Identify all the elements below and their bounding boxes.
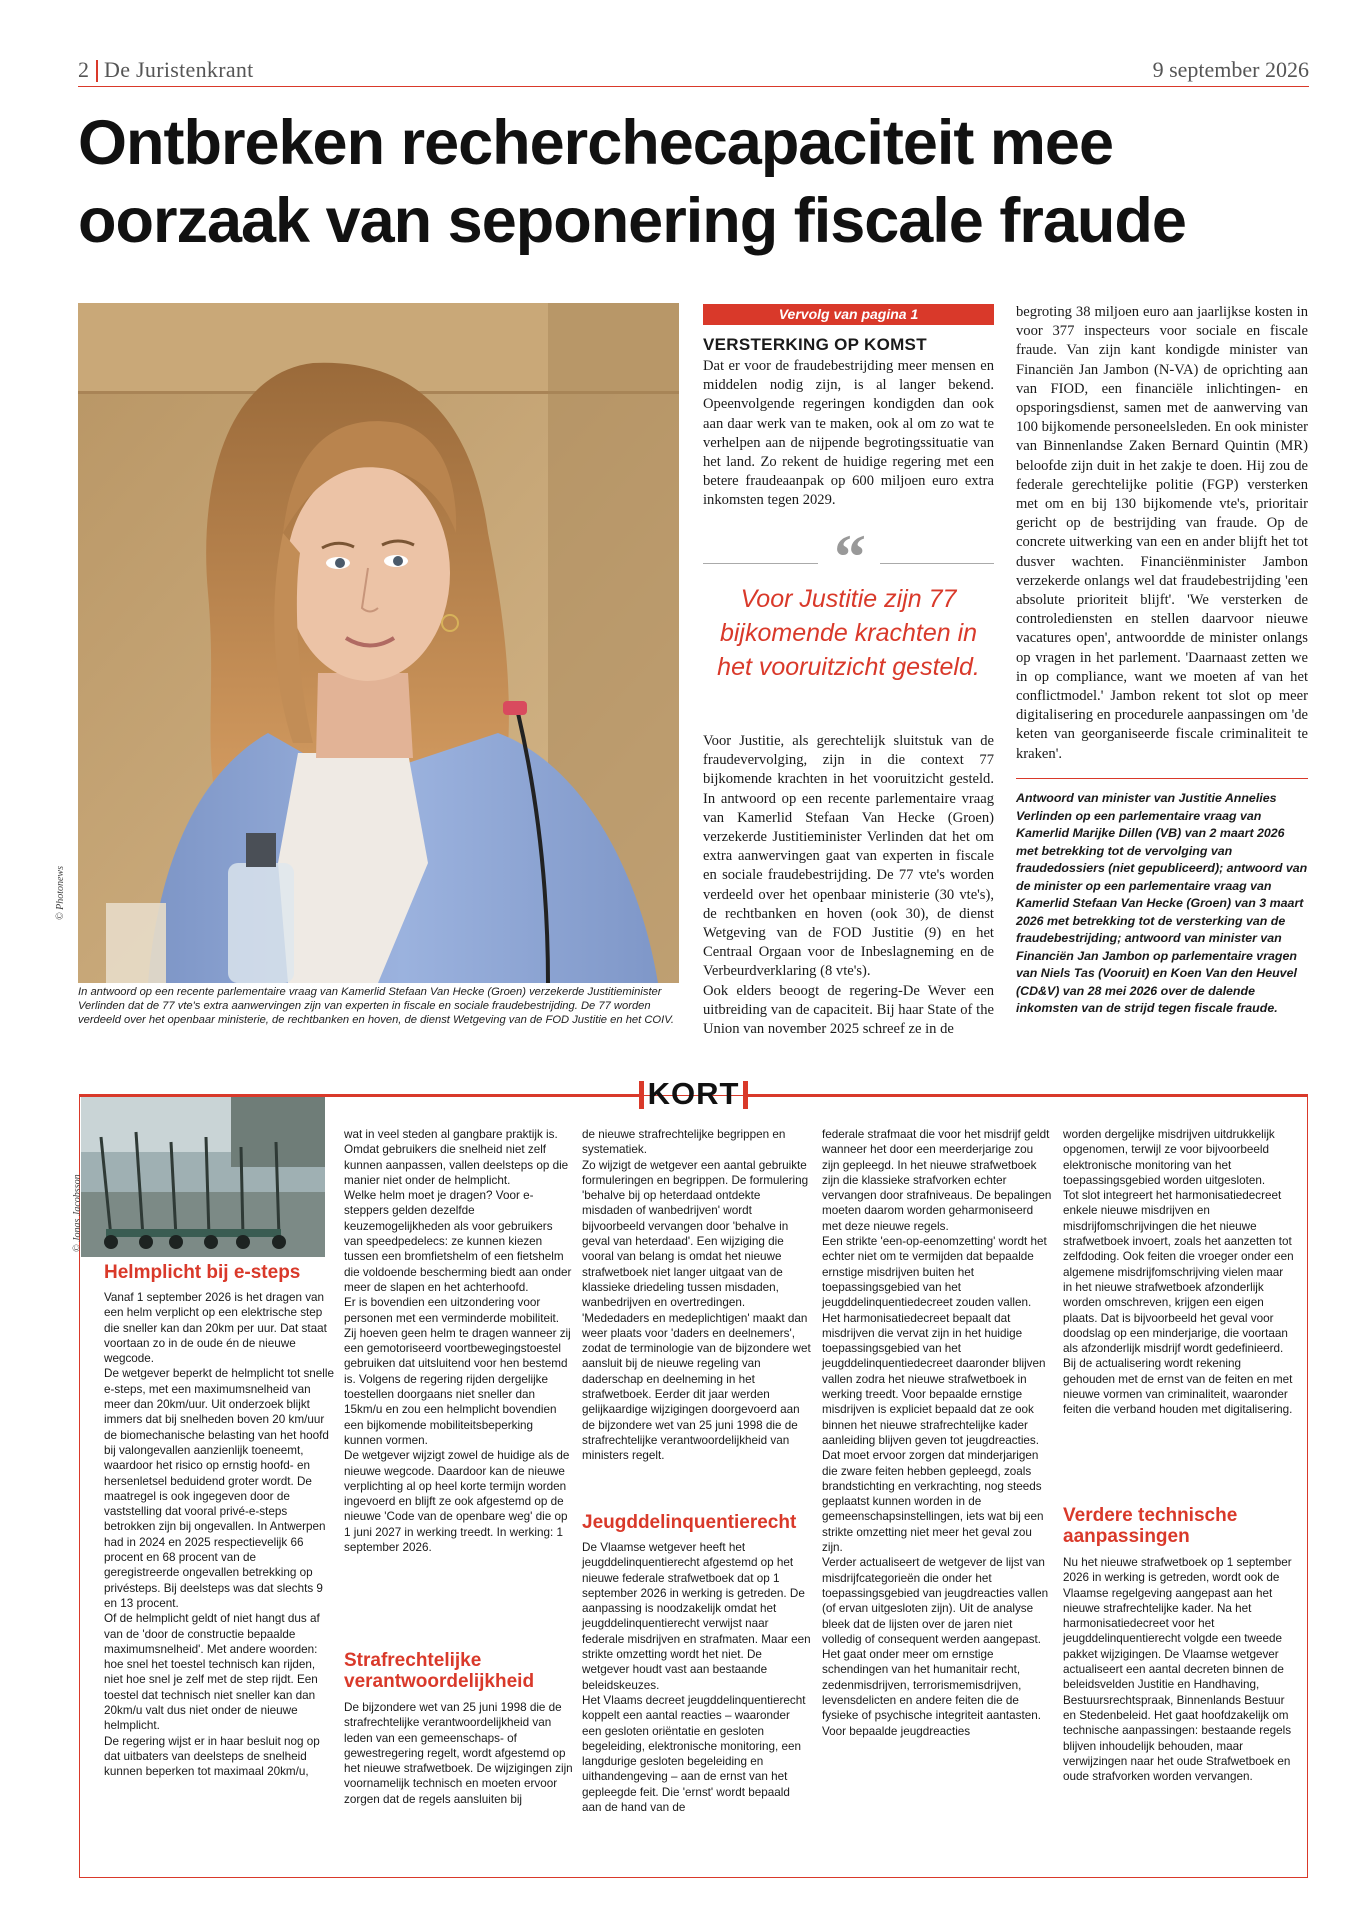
kort-paragraph: federale strafmaat die voor het misdrijf geldt wanneer het door een meerderjarige zou zijn gepleegd. In het nieuwe strafwetboek zijn die klassieke strafvorken echter vervangen door strafniveaus. De bepalingen moeten daarom worden geharmoniseerd met deze nieuwe regels. <box>822 1128 1052 1233</box>
article-body-column <box>703 732 994 1039</box>
body-paragraph: Dat er voor de fraudebestrijding meer mensen en middelen nodig zijn, is al langer bekend. Opeenvolgende regeringen kondigden dan ook aan daar werk van te maken, ook al om zo wat te verhelpen aan de nijpende begrotingssituatie van het land. Zo rekent de huidige regering met een betere fraudeaanpak op 600 miljoen euro extra inkomsten tegen 2029. <box>703 358 994 509</box>
kort-paragraph: Een strikte 'een-op-eenomzetting' wordt het echter niet om te vermijden dat bepaalde ernstige misdrijven buiten het toepassingsgebied van het jeugddelinquentiedecreet zouden vallen. <box>822 1235 1047 1310</box>
kort-paragraph: Verder actualiseert de wetgever de lijst van misdrijfcategorieën die onder het toepassingsgebied van jeugdreacties vallen (of ervan uitgesloten zijn). Uit de analyse bleek dat de lijsten over de jaren niet volledig of consequent werden aangepast. Het gaat onder meer om ernstige schendingen van het humanitair recht, zedenmisdrijven, terrorismemisdrijven, levensdelicten en andere feiten die de fysieke of psychische integriteit aantasten. Voor bepaalde jeugdreacties <box>822 1556 1049 1738</box>
kort-paragraph: Nu het nieuwe strafwetboek op 1 september 2026 in werking is getreden, wordt ook de Vlaamse regelgeving aangepast aan het nieuwe strafrechtelijke kader. Na het harmonisatiedecreet voor het jeugddelinquentierecht volgde een tweede pakket wijzigingen. De Vlaamse wetgever actualiseert een aantal decreten binnen de beleidsvelden Justitie en Handhaving, Bestuursrechtspraak, Binnenlands Bestuur en Stedenbeleid. Het gaat hoofdzakelijk om technische aanpassingen: bestaande regels blijven inhoudelijk behouden, maar verwijzingen naar het oude Strafwetboek en oude strafvorken worden vervangen. <box>1063 1556 1292 1784</box>
continuation-label: Vervolg van pagina 1 <box>703 304 994 325</box>
quote-rule-right <box>880 563 994 564</box>
kort-column-1 <box>104 1290 334 1780</box>
kort-paragraph: wat in veel steden al gangbare praktijk is. Omdat gebruikers die snelheid niet zelf kunnen aanpassen, vallen deelsteps op die manier niet onder de helmplicht. <box>344 1128 569 1187</box>
kort-column-3 <box>582 1127 812 1464</box>
kort-photo-credit: © Jonas Jacobsson <box>72 1174 83 1252</box>
kort-heading-jeugddelinquentierecht: Jeugddelinquentierecht <box>582 1512 797 1533</box>
sources-rule <box>1016 778 1308 779</box>
kort-tick-right <box>743 1081 748 1109</box>
article-body-column <box>703 357 994 511</box>
kort-column-5 <box>1063 1127 1295 1418</box>
kort-paragraph: Zo wijzigt de wetgever een aantal gebruikte formuleringen en begrippen. De formulering 'behalve bij op heterdaad ontdekte misdaden of wanbedrijven' wordt bijvoorbeeld vervangen door 'behalve in geval van heterdaad'. Een wijziging die vooral van belang is omdat het nieuwe strafwetboek niet langer uitgaat van de klassieke driedeling tussen misdaden, wanbedrijven en overtredingen. <box>582 1158 809 1310</box>
header-rule <box>78 86 1309 87</box>
body-paragraph: Voor Justitie, als gerechtelijk sluitstuk van de fraudevervolging, zijn in die context 77 bijkomende krachten in het vooruitzicht gesteld. In antwoord op een recente parlementaire vraag van Kamerlid Stefaan Van Hecke (Groen) verzekerde Justitieminister Verlinden dat het om extra aanwervingen gaat van experten in fiscale en sociale fraudebestrijding. De 77 vte's worden verdeeld over het openbaar ministerie (30 vte's), de rechtbanken en hoven (ook 30), de dienst Wetgeving van de FOD Justitie (9) en het Centraal Orgaan voor de Inbeslagneming en de Verbeurdverklaring (8 vte's). <box>703 733 994 980</box>
kort-paragraph: De wetgever beperkt de helmplicht tot snelle e-steps, met een maximumsnelheid van meer dan 20km/uur. Uit onderzoek blijkt immers dat bij snelheden boven 20 km/uur de biomechanische belasting van het hoofd bij valongevallen aanzienlijk toeneemt, waardoor het risico op ernstig hoofd- en hersenletsel beduidend groter wordt. De maatregel is ook ingegeven door de vaststelling dat vooral privé-e-steps betrokken zijn bij ongevallen. In Antwerpen had in 2024 en 2025 respectievelijk 66 procent en 68 procent van de geregistreerde ongevallen betrekking op privésteps. Bij deelsteps was dat slechts 9 en 13 procent. <box>104 1367 334 1610</box>
quote-mark-icon: “ <box>834 521 866 592</box>
kort-paragraph: De bijzondere wet van 25 juni 1998 die de strafrechtelijke verantwoordelijkheid van leden van een gemeenschaps- of gewestregering regelt, wordt afgestemd op het nieuwe strafwetboek. De wijzigingen zijn voornamelijk technisch en moeten ervoor zorgen dat de regels aansluiten bij <box>344 1701 573 1806</box>
body-paragraph: Ook elders beoogt de regering-De Wever een uitbreiding van de capaciteit. Bij haar State of the Union van november 2025 schreef ze in de <box>703 982 994 1038</box>
photo-credit: © Photonews <box>55 866 66 920</box>
kort-section-title: KORT <box>647 1076 740 1111</box>
kort-paragraph: Tot slot integreert het harmonisatiedecreet enkele nieuwe misdrijven en misdrijfomschrijvingen die het nieuwe strafwetboek invoert, zoals het aanzetten tot zelfdoding. Ook feiten die vroeger onder een algemene misdrijfomschrijving vielen maar in het nieuwe strafwetboek afzonderlijk worden omschreven, krijgen een eigen plaats. Dat is bijvoorbeeld het geval voor doodslag op een minderjarige, die voortaan als afzonderlijk misdrijf wordt gedefinieerd. Bij de actualisering wordt rekening gehouden met de ernst van de feiten en met nieuwe vormen van criminaliteit, waaronder feiten die verband houden met digitalisering. <box>1063 1189 1294 1417</box>
header-divider <box>96 60 98 82</box>
issue-date: 9 september 2026 <box>1152 57 1309 82</box>
kort-column-4 <box>822 1127 1052 1739</box>
kort-paragraph: De regering wijst er in haar besluit nog op dat uitbaters van deelsteps de snelheid kunnen beperken tot maximaal 20km/u, <box>104 1734 320 1779</box>
newspaper-name: De Juristenkrant <box>104 57 254 82</box>
kort-paragraph: Vanaf 1 september 2026 is het dragen van een helm verplicht op een elektrische step die sneller kan dan 20km per uur. Dat staat voortaan zo in de oude én de nieuwe wegcode. <box>104 1291 327 1366</box>
photo-caption: In antwoord op een recente parlementaire vraag van Kamerlid Stefaan Van Hecke (Groen) verzekerde Justitieminister Verlinden dat de 77 vte's extra aanwervingen zijn van experten in fiscale en sociale fraudebestrijding. De 77 worden verdeeld over het openbaar ministerie, de rechtbanken en hoven, de dienst Wetgeving van de FOD Justitie en het COIV. <box>78 986 674 1026</box>
kort-column-5b <box>1063 1555 1295 1784</box>
kort-rule-right <box>748 1094 1308 1097</box>
kort-paragraph: Het harmonisatiedecreet bepaalt dat misdrijven die vervat zijn in het huidige toepassingsgebied van het jeugddelinquentiedecreet daaronder blijven vallen zodra het nieuwe strafwetboek in werking treedt. Voor bepaalde ernstige misdrijven is expliciet bepaald dat ze ook binnen het nieuwe strafrechtelijke kader aanleiding blijven geven tot jeugdreacties. Dat moet ervoor zorgen dat minderjarigen die zware feiten hebben gepleegd, zoals brandstichting en verkrachting, nog steeds geplaatst kunnen worden in de gemeenschapsinstellingen, iets wat bij een strikte omzetting niet meer het geval zou zijn. <box>822 1311 1046 1555</box>
kort-heading-technische-aanpassingen: Verdere technische aanpassingen <box>1063 1505 1238 1547</box>
kort-column-2b <box>344 1700 574 1807</box>
body-paragraph: begroting 38 miljoen euro aan jaarlijkse kosten in voor 377 inspecteurs voor sociale en fiscale fraude. Van zijn kant kondigde minister van Financiën Jan Jambon (N-VA) de oprichting aan van FIOD, een financiële inlichtingen- en opsporingsdienst, samen met de aanwerving van 100 bijkomende personeelsleden. En ook minister van Binnenlandse Zaken Bernard Quintin (MR) beloofde zijn duit in het zakje te doen. Hij zou de federale gerechtelijke politie (FGP) versterken met om en bij 130 bijkomende vte's, prioritair gericht op de bestrijding van fraude. Op de concrete uitwerking van een en ander blijft het tot dusver wachten. Financiënminister Jambon verzekerde onlangs wel dat fraudebestrijding 'een absolute prioriteit blijft'. 'We versterken de controlediensten en stellen daarvoor nieuwe vacatures open', antwoordde de minister onlangs op vragen in het parlement. 'Daarnaast zetten we in op compliance, want we moeten af van het conflictmodel.' Jambon rekent tot slot op meer digitalisering en procedurele aanpassingen om 'de keten van georganiseerde fiscale criminaliteit te kraken'. <box>1016 304 1308 762</box>
kort-paragraph: Het Vlaams decreet jeugddelinquentierecht koppelt een aantal reacties – waaronder een gesloten oriëntatie en gesloten begeleiding, elektronische monitoring, een langdurige gesloten begeleiding en uithandengeving – aan de ernst van het gepleegde feit. Die 'ernst' wordt bepaald aan de hand van de <box>582 1693 806 1815</box>
kort-heading-helmplicht: Helmplicht bij e-steps <box>104 1262 301 1283</box>
e-steps-illustration <box>81 1097 325 1257</box>
kort-paragraph: Er is bovendien een uitzondering voor personen met een verminderde mobiliteit. Zij hoeven geen helm te dragen wanneer zij een gemotoriseerd voortbewegingstoestel gebruiken dat uitsluitend voor hen bestemd is. Volgens de regering rijden dergelijke toestellen doorgaans niet sneller dan 15km/u en zou een helmplicht bovendien een bijkomende mobiliteitsbeperking kunnen vormen. <box>344 1296 571 1447</box>
portrait-illustration <box>78 303 679 983</box>
article-subhead: VERSTERKING OP KOMST <box>703 335 927 354</box>
kort-paragraph: Welke helm moet je dragen? Voor e-steppers gelden dezelfde keuzemogelijkheden als voor gebruikers van speedpedelecs: ze kunnen kiezen tussen een bromfietshelm of een fietshelm die voldoende bescherming biedt aan onder meer de slapen en het achterhoofd. <box>344 1189 572 1294</box>
pull-quote: Voor Justitie zijn 77 bijkomende krachten in het vooruitzicht gesteld. <box>717 585 980 681</box>
kort-paragraph: De Vlaamse wetgever heeft het jeugddelinquentierecht afgestemd op het nieuwe federale strafwetboek dat op 1 september 2026 in werking is getreden. De aanpassing is noodzakelijk omdat het jeugddelinquentierecht verwijst naar federale misdrijven en strafmaten. Maar een strikte omzetting wordt het niet. De wetgever houdt vast aan bestaande beleidskeuzes. <box>582 1541 811 1692</box>
kort-heading-strafrechtelijke: Strafrechtelijke verantwoordelijkheid <box>344 1650 535 1692</box>
kort-column-3b <box>582 1540 812 1815</box>
kort-paragraph: 'Mededaders en medeplichtigen' maakt dan weer plaats voor 'daders en deelnemers', zodat de terminologie van de bijzondere wet aansluit bij de nieuwe regeling van daderschap en deelneming in het strafwetboek. Eerder dit jaar werden gelijkaardige wijzigingen doorgevoerd aan de bijzondere wet van 25 juni 1998 die de strafrechtelijke verantwoordelijkheid van ministers regelt. <box>582 1311 811 1463</box>
article-photo <box>78 303 679 983</box>
kort-paragraph: De wetgever wijzigt zowel de huidige als de nieuwe wegcode. Daardoor kan de nieuwe verplichting al op heel korte termijn worden ingevoerd en blijft ze ook afgestemd op de nieuwe 'Code van de openbare weg' die op 1 juni 2027 in werking treedt. In werking: 1 september 2026. <box>344 1449 570 1555</box>
kort-paragraph: Of de helmplicht geldt of niet hangt dus af van de 'door de constructie bepaalde maximumsnelheid'. Met andere woorden: hoe snel het toestel technisch kan rijden, niet hoe snel je zelf met de step rijdt. Een toestel dat technisch niet sneller kan dan 20km/u valt dus niet onder de nieuwe helmplicht. <box>104 1612 320 1733</box>
article-headline: Ontbreken recherchecapaciteit mee oorzaak van seponering fiscale fraude <box>78 108 1186 256</box>
article-sources: Antwoord van minister van Justitie Annelies Verlinden op een parlementaire vraag van Kamerlid Marijke Dillen (VB) van 2 maart 2026 met betrekking tot de vervolging van fraudedossiers (niet gepubliceerd); antwoord van de minister op een parlementaire vraag van Kamerlid Stefaan Van Hecke (Groen) van 3 maart 2026 met betrekking tot de versterking van de fraudebestrijding; antwoord van minister van Financiën Jan Jambon op parlementaire vragen van Niels Tas (Vooruit) en Koen Van den Heuvel (CD&V) van 28 mei 2026 over de dalende inkomsten van de strijd tegen fiscale fraude. <box>1016 791 1308 1015</box>
article-body-column <box>1016 303 1308 764</box>
page-number: 2 <box>78 57 89 82</box>
e-step-photo <box>81 1097 325 1257</box>
kort-column-2 <box>344 1127 574 1555</box>
kort-paragraph: de nieuwe strafrechtelijke begrippen en systematiek. <box>582 1128 786 1157</box>
kort-paragraph: worden dergelijke misdrijven uitdrukkelijk opgenomen, terwijl ze voor bijvoorbeeld elektronische monitoring van het toepassingsgebied worden uitgesloten. <box>1063 1128 1275 1187</box>
